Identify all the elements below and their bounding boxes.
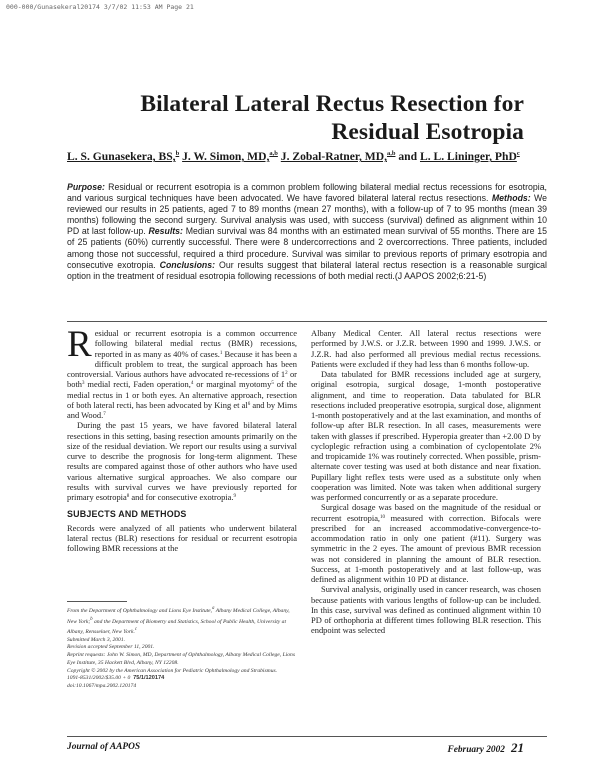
abstract-results: Median survival was 84 months with an estimated mean survival of 55 months. There are 15 of 25 patients (60%) currently successful. There were 8 undercorrections and 2 overcorrections. Three patients, included among those not successful, required a third procedure. Survival was similar to previous reports of primary esotropia and consecutive exotropia.	[67, 226, 547, 270]
revision-note: Revision accepted September 11, 2001.	[67, 644, 155, 651]
issue-date: February 2002	[447, 745, 505, 755]
body-paragraph: Records were analyzed of all patients who underwent bilateral lateral rectus (BLR) resections for residual or recurrent esotropia following BMR recessions at the	[67, 522, 297, 553]
body-paragraph: Residual or recurrent esotropia is a common occurrence following bilateral medial rectus (BMR) recessions, reported in as many as 40% of cases.$^1$ Because it has been a difficult problem to treat, the surgical approach has been controversial. Various authors have advocated re-recessions of $1^2$ or both$^3$ medial recti, Faden operation,$^4$ or marginal myotomy$^5$ of the medial rectus in 1 or both eyes. An alternative approach, resection of both lateral recti, has been advocated by King et $al^6$ and by Mims and Wood.$^7$	[67, 324, 297, 420]
abstract-conclusions-label: Conclusions:	[159, 259, 216, 270]
affiliation-note: From the Department of Ophthalmology and Lions Eye Institute,$^a$ Albany Medical College, Albany, New York;$^b$ and the Department of Biometry and Statistics, School of Public Health, University at Albany, Rensselaer, New York.$^c$	[67, 606, 290, 635]
journal-name: Journal of AAPOS	[67, 742, 141, 752]
abstract	[67, 182, 547, 282]
article-title: Bilateral Lateral Rectus Resection for Residual Esotropia	[140, 91, 524, 145]
author-affiliation: a,b	[386, 150, 396, 157]
body-paragraph: Data tabulated for BMR recessions included age at surgery, original esotropia, surgical dosage, 1-month postoperative alignment, and time to reoperation. Data tabulated for BLR resections included preoperative esotropia, surgical dose, alignment 1-month postoperatively and at the last examination, and months of follow-up after BLR resection. In all cases, measurements were taken with glasses if prescribed. Hyperopia greater than +2.00 D by cycloplegic refraction using a combination of cyclopentolate 2% and tropicamide 1% was routinely corrected. When possible, prism-alternate cover testing was used at both distance and near fixation. Pupillary light reflex tests were used as a substitute only when cooperation was limited. Note was taken when additional surgery was performed concurrently or as a separate procedure.	[311, 369, 541, 502]
abstract-citation: (J AAPOS 2002;6:21-5)	[394, 270, 487, 281]
page-number: 21	[511, 740, 524, 755]
print-slug: 000-000/Gunasekeral20174 3/7/02 11:53 AM Page 21	[6, 3, 194, 11]
author-list	[67, 150, 547, 163]
body-column-right	[311, 328, 541, 636]
footnotes	[67, 605, 297, 691]
footnote-divider	[67, 601, 127, 602]
author-name: J. Zobal-Ratner, MD,	[280, 150, 387, 163]
abstract-purpose-label: Purpose:	[67, 182, 105, 192]
author-affiliation: a,b	[269, 150, 278, 157]
reprint-note: Reprint requests: John W. Simon, MD, Department of Ophthalmology, Albany Medical College, Lions Eye Institute, 35 Hackett Blvd, Albany, NY 12208.	[67, 652, 296, 666]
section-heading: SUBJECTS AND METHODS	[67, 509, 187, 520]
author-affiliation: c	[516, 150, 520, 157]
footer-divider	[67, 736, 547, 737]
abstract-methods-label: Methods:	[491, 193, 531, 204]
issn-note: 1091-8531/2002/$35.00 + 0 75/1/120174	[67, 675, 165, 682]
abstract-purpose: Residual or recurrent esotropia is a common problem following bilateral medial rectus recessions for esotropia, and various surgical techniques have been advocated. We have favored bilateral lateral rectus resections.	[67, 182, 547, 204]
author-name: L. S. Gunasekera, BS,	[67, 150, 176, 163]
author-affiliation: b	[175, 150, 180, 157]
body-paragraph: Surgical dosage was based on the magnitude of the residual or recurrent esotropia,$^{10}$ measured with correction. Bifocals were prescribed for an increased accommodative-convergence-to-accommodation ratio in only one patient (#11). Surgery was symmetric in the 2 eyes. The amount of previous BMR recession was not considered in planning the amount of BLR resection. Success, at 1-month postoperatively and at last follow-up, was defined as alignment within 10 PD at distance.	[311, 502, 541, 584]
author-name: L. L. Lininger, PhD	[419, 150, 517, 163]
abstract-results-label: Results:	[148, 226, 183, 237]
doi-note: doi:10.1067/mpa.2002.120174	[67, 682, 137, 689]
copyright-note: Copyright © 2002 by the American Association for Pediatric Ophthalmology and Strabismus.	[67, 667, 278, 674]
submitted-note: Submitted March 3, 2001.	[67, 636, 126, 643]
drop-cap: R	[67, 324, 92, 365]
author-name: J. W. Simon, MD,	[182, 150, 270, 163]
body-paragraph: Survival analysis, originally used in cancer research, was chosen because patients with various lengths of follow-up can be included. In this case, survival was defined as continued alignment within 10 PD of orthophoria at different times following BLR resection. This endpoint was selected	[311, 584, 541, 636]
body-paragraph: During the past 15 years, we have favored bilateral lateral resections in this setting, basing resection amounts primarily on the size of the residual deviation. We report our results using a survival curve to describe the prognosis for long-term alignment. These results are compared against those of other authors who have used various alternative surgical approaches. We also compare our results with survival curves we have previously reported for primary esotropia$^8$ and for consecutive exotropia.$^9$	[67, 420, 297, 502]
issue-info	[447, 740, 524, 756]
abstract-methods: We reviewed our results in 25 patients, aged 7 to 89 months (mean 27 months), with a follow-up of 7 to 95 months (mean 39 months) following the second surgery. Survival analysis was used, with success (survival) defined as alignment within 10 PD at last follow-up.	[67, 193, 547, 237]
body-paragraph: Albany Medical Center. All lateral rectus resections were performed by J.W.S. or J.Z.R. between 1990 and 1999. J.W.S. or J.Z.R. had also performed all previous medial rectus recessions. Patients were excluded if they had less than 6 months follow-up.	[311, 328, 541, 369]
author-and: and	[398, 150, 418, 163]
body-column-left	[67, 324, 297, 553]
abstract-conclusions: Our results suggest that bilateral lateral rectus resection is a reasonable surgical option in the treatment of residual esotropia following recessions of both medial recti.	[67, 259, 547, 281]
abstract-divider	[67, 321, 547, 322]
